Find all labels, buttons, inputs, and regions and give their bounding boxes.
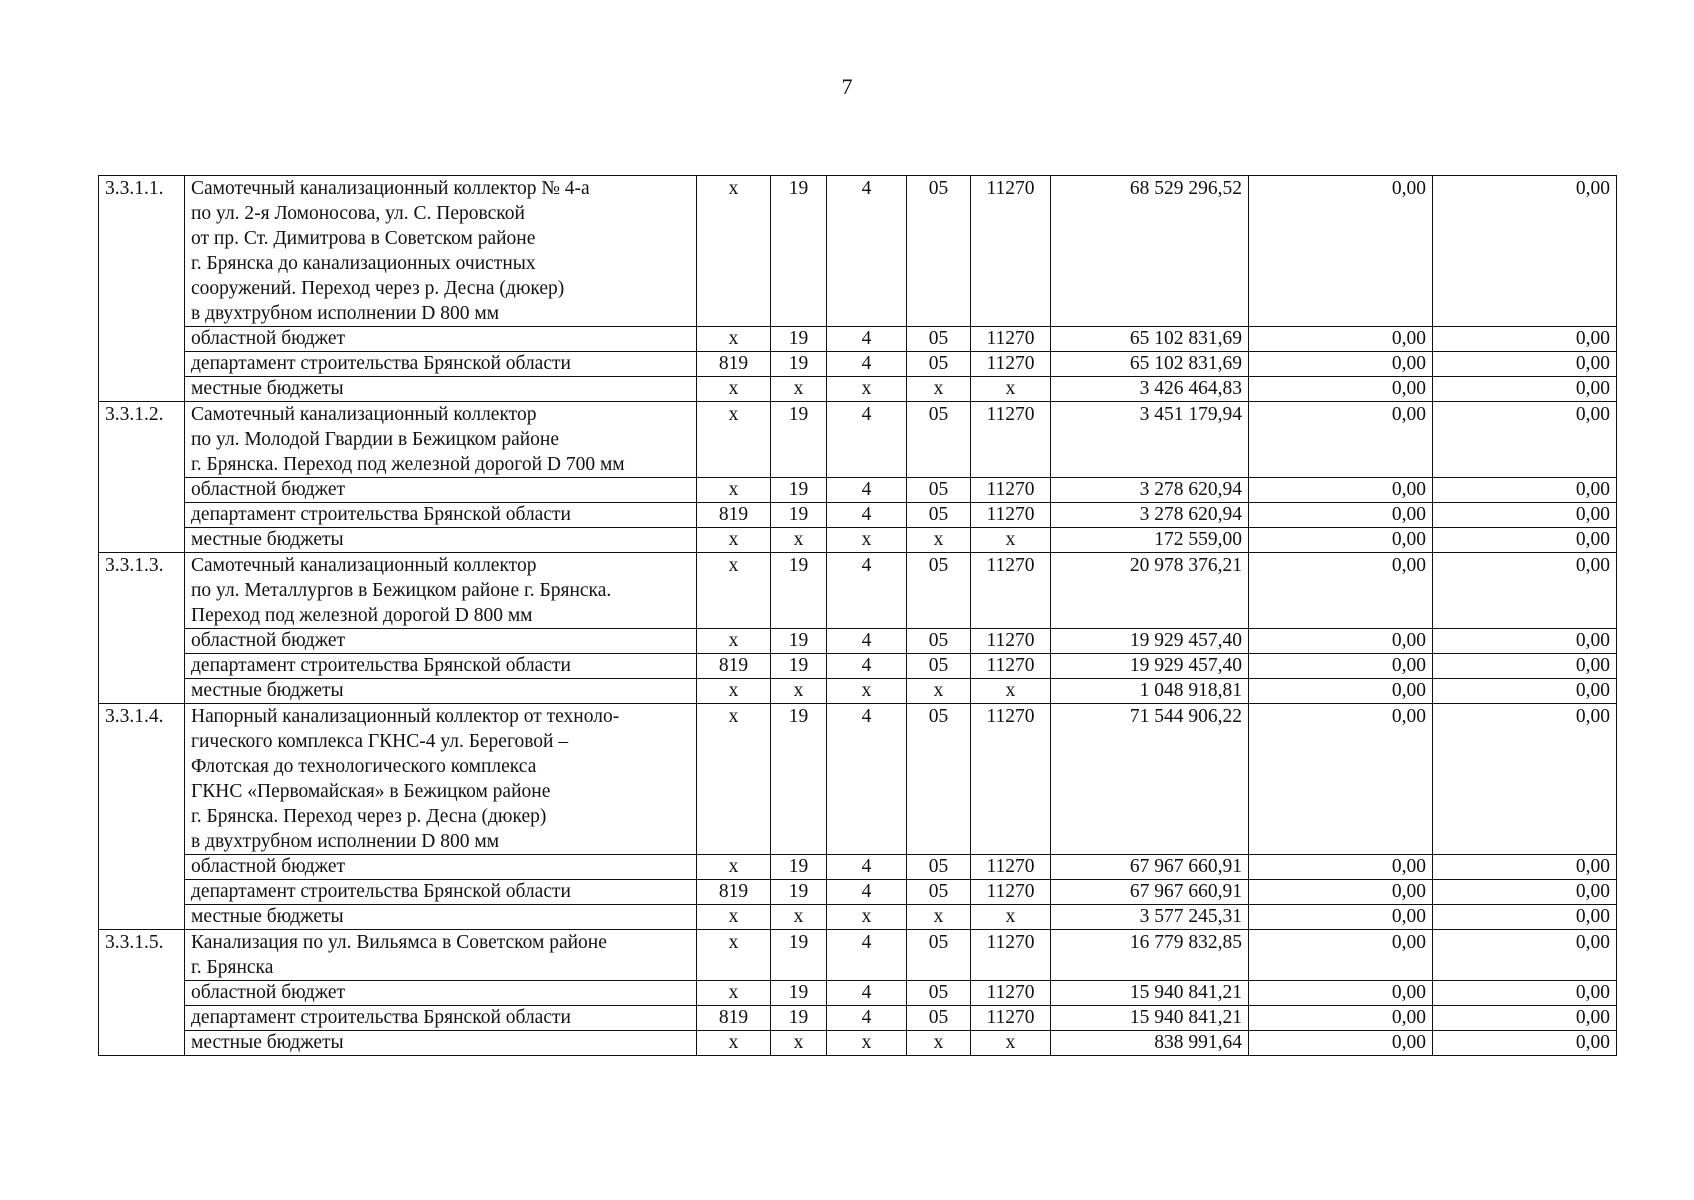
amount-2020: 0,00 xyxy=(1249,1031,1433,1056)
target-code: 11270 xyxy=(971,553,1051,629)
section-row xyxy=(99,402,1617,478)
amount-2019: 20 978 376,21 xyxy=(1051,553,1249,629)
section-code: 19 xyxy=(771,855,827,880)
amount-2021: 0,00 xyxy=(1433,905,1617,930)
amount-2019: 15 940 841,21 xyxy=(1051,1006,1249,1031)
amount-2021: 0,00 xyxy=(1433,327,1617,352)
program-code: x xyxy=(907,377,971,402)
receiver-code: x xyxy=(697,327,771,352)
program-code: 05 xyxy=(907,327,971,352)
amount-2021: 0,00 xyxy=(1433,880,1617,905)
funding-row xyxy=(99,981,1617,1006)
subsection-code: 4 xyxy=(827,704,907,855)
funding-source-label: департамент строительства Брянской области xyxy=(185,352,697,377)
subsection-code: 4 xyxy=(827,352,907,377)
program-code: 05 xyxy=(907,1006,971,1031)
amount-2020: 0,00 xyxy=(1249,704,1433,855)
amount-2019: 3 451 179,94 xyxy=(1051,402,1249,478)
amount-2021: 0,00 xyxy=(1433,176,1617,327)
funding-source-label: областной бюджет xyxy=(185,478,697,503)
amount-2021: 0,00 xyxy=(1433,855,1617,880)
target-code: 11270 xyxy=(971,880,1051,905)
target-code: 11270 xyxy=(971,704,1051,855)
target-code: x xyxy=(971,377,1051,402)
subsection-code: x xyxy=(827,528,907,553)
amount-2019: 16 779 832,85 xyxy=(1051,930,1249,981)
amount-2019: 65 102 831,69 xyxy=(1051,327,1249,352)
subsection-code: x xyxy=(827,377,907,402)
amount-2021: 0,00 xyxy=(1433,503,1617,528)
amount-2019: 3 278 620,94 xyxy=(1051,503,1249,528)
receiver-code: x xyxy=(697,402,771,478)
amount-2019: 19 929 457,40 xyxy=(1051,629,1249,654)
funding-source-label: департамент строительства Брянской области xyxy=(185,503,697,528)
receiver-code: x xyxy=(697,905,771,930)
subsection-code: 4 xyxy=(827,629,907,654)
program-code: 05 xyxy=(907,855,971,880)
amount-2019: 172 559,00 xyxy=(1051,528,1249,553)
receiver-code: x xyxy=(697,478,771,503)
funding-source-label: областной бюджет xyxy=(185,981,697,1006)
section-code: 19 xyxy=(771,654,827,679)
receiver-code: x xyxy=(697,930,771,981)
page-number: 7 xyxy=(841,74,853,99)
funding-row xyxy=(99,905,1617,930)
target-code: x xyxy=(971,528,1051,553)
funding-row xyxy=(99,478,1617,503)
subsection-code: 4 xyxy=(827,327,907,352)
amount-2021: 0,00 xyxy=(1433,1031,1617,1056)
program-code: 05 xyxy=(907,478,971,503)
program-code: 05 xyxy=(907,176,971,327)
amount-2021: 0,00 xyxy=(1433,478,1617,503)
subsection-code: 4 xyxy=(827,503,907,528)
amount-2020: 0,00 xyxy=(1249,905,1433,930)
section-code: x xyxy=(771,1031,827,1056)
receiver-code: x xyxy=(697,629,771,654)
program-code: 05 xyxy=(907,503,971,528)
amount-2021: 0,00 xyxy=(1433,654,1617,679)
section-title: Самотечный канализационный коллектор № 4-а по ул. 2-я Ломоносова, ул. С. Перовской от пр. Ст. Димитрова в Советском районе г. Брянска до канализационных очистных сооружений. Переход через р. Десна (дюкер) в двухтрубном исполнении D 800 мм xyxy=(185,176,697,327)
amount-2019: 3 577 245,31 xyxy=(1051,905,1249,930)
receiver-code: x xyxy=(697,981,771,1006)
amount-2021: 0,00 xyxy=(1433,679,1617,704)
subsection-code: x xyxy=(827,905,907,930)
target-code: 11270 xyxy=(971,352,1051,377)
program-code: 05 xyxy=(907,352,971,377)
target-code: 11270 xyxy=(971,1006,1051,1031)
target-code: 11270 xyxy=(971,629,1051,654)
subsection-code: 4 xyxy=(827,930,907,981)
funding-source-label: департамент строительства Брянской области xyxy=(185,654,697,679)
funding-row xyxy=(99,880,1617,905)
receiver-code: 819 xyxy=(697,880,771,905)
funding-row xyxy=(99,1031,1617,1056)
program-code: 05 xyxy=(907,880,971,905)
subsection-code: 4 xyxy=(827,402,907,478)
target-code: 11270 xyxy=(971,327,1051,352)
subsection-code: 4 xyxy=(827,880,907,905)
funding-row xyxy=(99,377,1617,402)
program-code: 05 xyxy=(907,930,971,981)
target-code: 11270 xyxy=(971,930,1051,981)
section-code: 19 xyxy=(771,704,827,855)
program-code: 05 xyxy=(907,981,971,1006)
amount-2020: 0,00 xyxy=(1249,1006,1433,1031)
target-code: 11270 xyxy=(971,503,1051,528)
funding-row xyxy=(99,654,1617,679)
section-code: 19 xyxy=(771,553,827,629)
amount-2021: 0,00 xyxy=(1433,981,1617,1006)
funding-row xyxy=(99,503,1617,528)
amount-2021: 0,00 xyxy=(1433,1006,1617,1031)
funding-source-label: департамент строительства Брянской области xyxy=(185,1006,697,1031)
program-code: 05 xyxy=(907,402,971,478)
receiver-code: x xyxy=(697,704,771,855)
amount-2021: 0,00 xyxy=(1433,629,1617,654)
funding-source-label: местные бюджеты xyxy=(185,377,697,402)
amount-2019: 3 278 620,94 xyxy=(1051,478,1249,503)
program-code: x xyxy=(907,679,971,704)
section-code: 19 xyxy=(771,503,827,528)
section-code: 19 xyxy=(771,880,827,905)
amount-2020: 0,00 xyxy=(1249,377,1433,402)
section-number: 3.3.1.2. xyxy=(99,402,185,553)
subsection-code: 4 xyxy=(827,1006,907,1031)
receiver-code: 819 xyxy=(697,503,771,528)
amount-2021: 0,00 xyxy=(1433,704,1617,855)
amount-2021: 0,00 xyxy=(1433,352,1617,377)
amount-2021: 0,00 xyxy=(1433,402,1617,478)
section-title: Самотечный канализационный коллектор по ул. Металлургов в Бежицком районе г. Брянска. Переход под железной дорогой D 800 мм xyxy=(185,553,697,629)
section-number: 3.3.1.4. xyxy=(99,704,185,930)
subsection-code: 4 xyxy=(827,855,907,880)
funding-source-label: областной бюджет xyxy=(185,629,697,654)
section-row xyxy=(99,704,1617,855)
target-code: x xyxy=(971,905,1051,930)
section-code: 19 xyxy=(771,327,827,352)
amount-2021: 0,00 xyxy=(1433,553,1617,629)
funding-source-label: областной бюджет xyxy=(185,327,697,352)
program-code: x xyxy=(907,1031,971,1056)
amount-2020: 0,00 xyxy=(1249,629,1433,654)
receiver-code: 819 xyxy=(697,352,771,377)
section-code: x xyxy=(771,528,827,553)
subsection-code: 4 xyxy=(827,654,907,679)
program-code: x xyxy=(907,528,971,553)
receiver-code: 819 xyxy=(697,1006,771,1031)
receiver-code: 819 xyxy=(697,654,771,679)
amount-2020: 0,00 xyxy=(1249,478,1433,503)
target-code: 11270 xyxy=(971,402,1051,478)
amount-2019: 71 544 906,22 xyxy=(1051,704,1249,855)
section-code: 19 xyxy=(771,629,827,654)
amount-2019: 15 940 841,21 xyxy=(1051,981,1249,1006)
amount-2020: 0,00 xyxy=(1249,327,1433,352)
amount-2020: 0,00 xyxy=(1249,855,1433,880)
funding-row xyxy=(99,1006,1617,1031)
target-code: 11270 xyxy=(971,478,1051,503)
receiver-code: x xyxy=(697,1031,771,1056)
amount-2019: 19 929 457,40 xyxy=(1051,654,1249,679)
program-code: 05 xyxy=(907,553,971,629)
program-code: 05 xyxy=(907,654,971,679)
section-number: 3.3.1.3. xyxy=(99,553,185,704)
target-code: 11270 xyxy=(971,981,1051,1006)
program-code: 05 xyxy=(907,629,971,654)
funding-row xyxy=(99,629,1617,654)
program-code: x xyxy=(907,905,971,930)
receiver-code: x xyxy=(697,377,771,402)
amount-2020: 0,00 xyxy=(1249,553,1433,629)
subsection-code: 4 xyxy=(827,176,907,327)
funding-source-label: местные бюджеты xyxy=(185,905,697,930)
section-row xyxy=(99,553,1617,629)
section-code: 19 xyxy=(771,1006,827,1031)
section-code: 19 xyxy=(771,402,827,478)
funding-row xyxy=(99,528,1617,553)
section-code: x xyxy=(771,377,827,402)
amount-2020: 0,00 xyxy=(1249,679,1433,704)
funding-source-label: департамент строительства Брянской области xyxy=(185,880,697,905)
amount-2020: 0,00 xyxy=(1249,528,1433,553)
section-title: Напорный канализационный коллектор от техноло- гического комплекса ГКНС-4 ул. Береговой – Флотская до технологического комплекса ГКНС «Первомайская» в Бежицком районе г. Брянска. Переход через р. Десна (дюкер) в двухтрубном исполнении D 800 мм xyxy=(185,704,697,855)
budget-table xyxy=(98,175,1617,1056)
section-code: x xyxy=(771,905,827,930)
funding-source-label: местные бюджеты xyxy=(185,1031,697,1056)
section-code: 19 xyxy=(771,930,827,981)
funding-source-label: местные бюджеты xyxy=(185,528,697,553)
funding-row xyxy=(99,679,1617,704)
amount-2019: 838 991,64 xyxy=(1051,1031,1249,1056)
amount-2020: 0,00 xyxy=(1249,930,1433,981)
subsection-code: 4 xyxy=(827,553,907,629)
receiver-code: x xyxy=(697,528,771,553)
target-code: 11270 xyxy=(971,176,1051,327)
amount-2019: 65 102 831,69 xyxy=(1051,352,1249,377)
subsection-code: 4 xyxy=(827,478,907,503)
amount-2021: 0,00 xyxy=(1433,377,1617,402)
amount-2019: 67 967 660,91 xyxy=(1051,880,1249,905)
amount-2019: 3 426 464,83 xyxy=(1051,377,1249,402)
subsection-code: x xyxy=(827,679,907,704)
section-title: Самотечный канализационный коллектор по ул. Молодой Гвардии в Бежицком районе г. Брянска. Переход под железной дорогой D 700 мм xyxy=(185,402,697,478)
section-code: x xyxy=(771,679,827,704)
funding-row xyxy=(99,855,1617,880)
amount-2021: 0,00 xyxy=(1433,528,1617,553)
amount-2019: 1 048 918,81 xyxy=(1051,679,1249,704)
amount-2020: 0,00 xyxy=(1249,352,1433,377)
funding-row xyxy=(99,352,1617,377)
section-code: 19 xyxy=(771,981,827,1006)
subsection-code: 4 xyxy=(827,981,907,1006)
section-code: 19 xyxy=(771,176,827,327)
subsection-code: x xyxy=(827,1031,907,1056)
section-number: 3.3.1.1. xyxy=(99,176,185,402)
funding-row xyxy=(99,327,1617,352)
target-code: x xyxy=(971,1031,1051,1056)
amount-2019: 68 529 296,52 xyxy=(1051,176,1249,327)
receiver-code: x xyxy=(697,176,771,327)
amount-2021: 0,00 xyxy=(1433,930,1617,981)
amount-2019: 67 967 660,91 xyxy=(1051,855,1249,880)
amount-2020: 0,00 xyxy=(1249,981,1433,1006)
target-code: 11270 xyxy=(971,654,1051,679)
section-title: Канализация по ул. Вильямса в Советском районе г. Брянска xyxy=(185,930,697,981)
funding-source-label: местные бюджеты xyxy=(185,679,697,704)
section-code: 19 xyxy=(771,478,827,503)
amount-2020: 0,00 xyxy=(1249,402,1433,478)
program-code: 05 xyxy=(907,704,971,855)
amount-2020: 0,00 xyxy=(1249,880,1433,905)
target-code: 11270 xyxy=(971,855,1051,880)
amount-2020: 0,00 xyxy=(1249,503,1433,528)
receiver-code: x xyxy=(697,855,771,880)
receiver-code: x xyxy=(697,679,771,704)
section-row xyxy=(99,930,1617,981)
amount-2020: 0,00 xyxy=(1249,654,1433,679)
amount-2020: 0,00 xyxy=(1249,176,1433,327)
section-row xyxy=(99,176,1617,327)
section-code: 19 xyxy=(771,352,827,377)
funding-source-label: областной бюджет xyxy=(185,855,697,880)
receiver-code: x xyxy=(697,553,771,629)
section-number: 3.3.1.5. xyxy=(99,930,185,1056)
target-code: x xyxy=(971,679,1051,704)
